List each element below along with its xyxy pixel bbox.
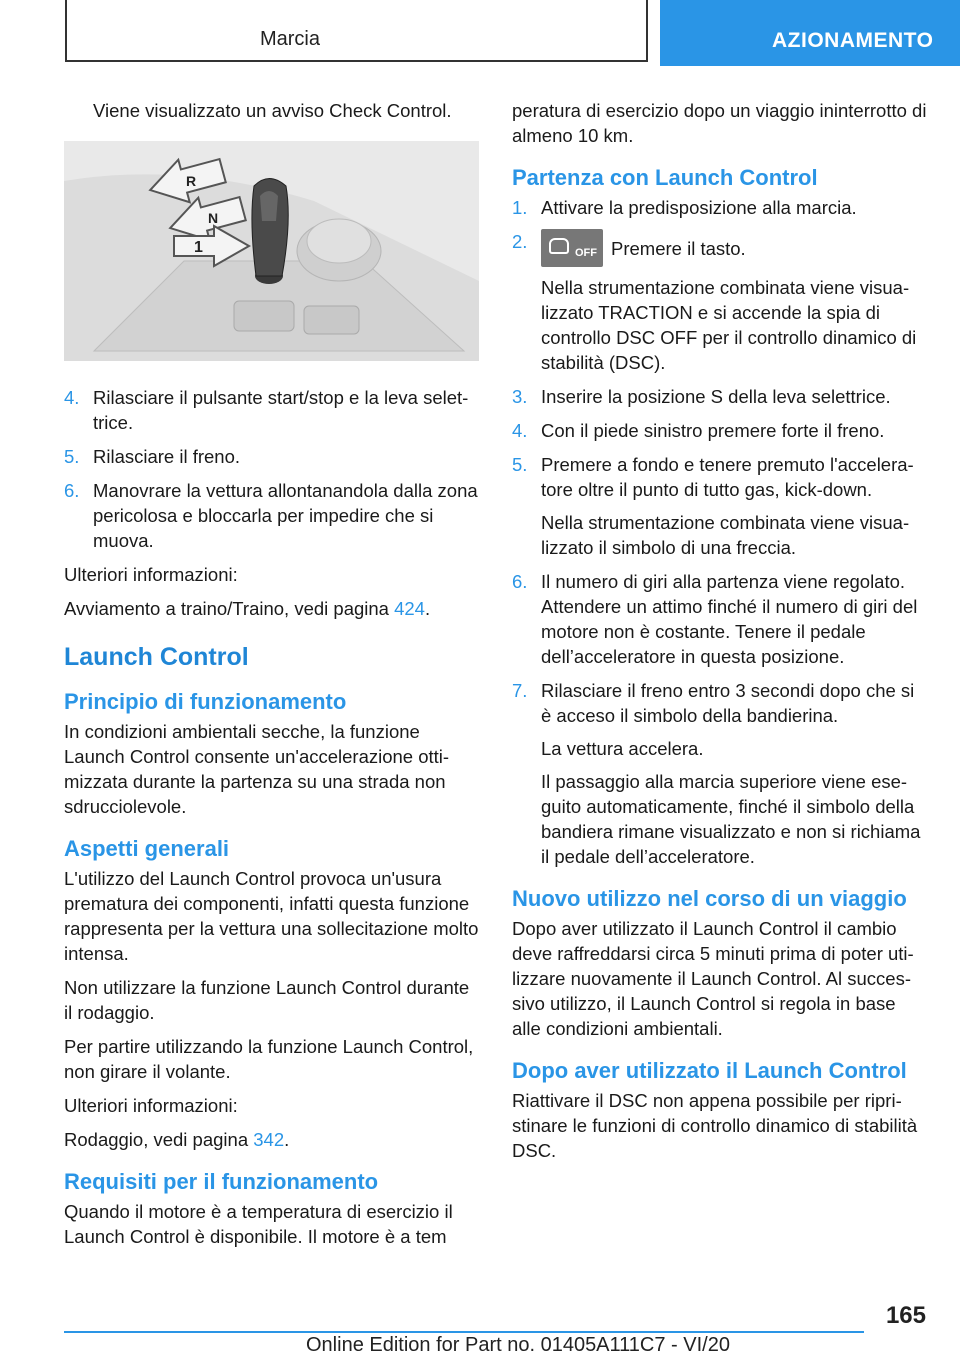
reference-end: . (424, 598, 431, 619)
step-text: Attivare la predisposizione alla marcia. (541, 197, 857, 218)
more-info-label: Ulteriori informazioni: (64, 1095, 238, 1116)
step-number: 4. (512, 420, 528, 441)
figure-label-r: R (186, 173, 197, 189)
step-text: Rilasciare il freno entro 3 secondi dopo che si è acceso il simbolo della bandierina. (541, 680, 915, 726)
list-item (512, 229, 927, 375)
page-number: 165 (885, 1302, 926, 1329)
requirements-text: Quando il motore è a temperatura di esercizio il Launch Control è disponibile. Il motore è a tem (64, 1201, 453, 1247)
figure-label-1: 1 (194, 239, 203, 256)
reference-text: Rodaggio, vedi pagina (64, 1129, 254, 1150)
step-number: 4. (64, 387, 80, 408)
footer-edition: Online Edition for Part no. 01405A111C7 - VI/20 (306, 1334, 730, 1356)
step-number: 7. (512, 680, 528, 701)
general-text-1: L'utilizzo del Launch Control provoca un'usura prematura dei componenti, infatti questa funzione rappresenta per la vettura una sollecitazione molto intensa. (64, 868, 479, 964)
list-item (512, 678, 927, 869)
subheading-general: Aspetti generali (64, 836, 230, 861)
principle-text: In condizioni ambientali secche, la funzione Launch Control consente un'accelerazione ottimizzata durante la partenza su una strada non sdrucciolevole. (64, 721, 450, 817)
page-link-424[interactable]: 424 (394, 598, 425, 619)
list-item (512, 195, 927, 220)
figure-label-n: N (208, 210, 219, 226)
step-subtext: Nella strumentazione combinata viene visualizzato il simbolo di una freccia. (541, 512, 910, 558)
list-item (512, 418, 927, 443)
step-text: Premere il tasto. (611, 238, 746, 259)
step-number: 2. (512, 231, 528, 252)
more-info-label: Ulteriori informazioni: (64, 564, 238, 585)
step-number: 5. (512, 454, 528, 475)
step-text: Il numero di giri alla partenza viene regolato. Attendere un attimo finché il numero di giri del motore non è costante. Tenere il pedale dell’acceleratore in questa posizione. (541, 571, 918, 667)
reference-end: . (284, 1129, 290, 1150)
subheading-reuse: Nuovo utilizzo nel corso di un viaggio (512, 886, 907, 911)
after-use-text: Riattivare il DSC non appena possibile per ripristinare le funzioni di controllo dinamico di stabilità DSC. (512, 1090, 918, 1161)
header-chapter-tab: AZIONAMENTO (660, 0, 960, 66)
list-item (512, 452, 927, 560)
gear-selector-figure (64, 141, 479, 361)
step-text: Con il piede sinistro premere forte il freno. (541, 420, 885, 441)
step-text: Inserire la posizione S della leva selettrice. (541, 386, 891, 407)
gear-selector-illustration (64, 141, 479, 361)
list-item (64, 444, 479, 469)
dsc-off-button-icon (541, 229, 603, 267)
step-number: 6. (64, 480, 80, 501)
subheading-requirements: Requisiti per il funzionamento (64, 1169, 379, 1194)
footer-divider (64, 1331, 864, 1333)
step-text: Rilasciare il freno. (93, 446, 241, 467)
subheading-start-launch-control: Partenza con Launch Control (512, 165, 818, 190)
cross-reference (64, 596, 479, 621)
step-number: 6. (512, 571, 528, 592)
general-text-3: Per partire utilizzando la funzione Launch Control, non girare il volante. (64, 1036, 474, 1082)
list-item (512, 569, 927, 669)
subheading-after-use: Dopo aver utilizzato il Launch Control (512, 1058, 907, 1083)
steps-list-left (64, 385, 479, 553)
reference-text: Avviamento a traino/Traino, vedi pagina (64, 598, 395, 619)
step-text: Rilasciare il pulsante start/stop e la leva selettrice. (93, 387, 469, 433)
step-text: Premere a fondo e tenere premuto l'acceleratore oltre il punto di tutto gas, kick-down. (541, 454, 914, 500)
off-label: OFF (575, 247, 597, 259)
step-subtext: Nella strumentazione combinata viene visualizzato TRACTION e si accende la spia di controllo DSC OFF per il controllo dinamico di stabilità (DSC). (541, 277, 917, 373)
step-subtext: Il passaggio alla marcia superiore viene eseguito automaticamente, finché il simbolo della bandiera rimane visualizzato e non si richiama il pedale dell’acceleratore. (541, 771, 921, 867)
list-item (64, 478, 479, 553)
header-frame (65, 0, 648, 62)
step-text: Manovrare la vettura allontanandola dalla zona pericolosa e bloccarla per impedire che si muova. (93, 480, 478, 551)
cross-reference (64, 1127, 479, 1152)
section-heading-launch-control: Launch Control (64, 643, 249, 671)
left-column (64, 98, 479, 1258)
list-item (64, 385, 479, 435)
car-skid-icon (549, 238, 569, 254)
right-column (512, 98, 927, 1172)
steps-list-right (512, 195, 927, 869)
subheading-principle: Principio di funzionamento (64, 689, 347, 714)
step-subtext: La vettura accelera. (541, 738, 704, 759)
step-number: 1. (512, 197, 528, 218)
reuse-text: Dopo aver utilizzato il Launch Control il cambio deve raffreddarsi circa 5 minuti prima di poter utilizzare nuovamente il Launch Control. Al successivo utilizzo, il Launch Control si regola in base alle condizioni ambientali. (512, 918, 914, 1039)
continued-text: peratura di esercizio dopo un viaggio ininterrotto di almeno 10 km. (512, 100, 927, 146)
header-section-title: Marcia (259, 28, 320, 50)
step-number: 5. (64, 446, 80, 467)
list-item (512, 384, 927, 409)
page-link-342[interactable]: 342 (253, 1129, 285, 1150)
step-number: 3. (512, 386, 528, 407)
general-text-2: Non utilizzare la funzione Launch Control durante il rodaggio. (64, 977, 470, 1023)
intro-text: Viene visualizzato un avviso Check Control. (93, 100, 452, 121)
